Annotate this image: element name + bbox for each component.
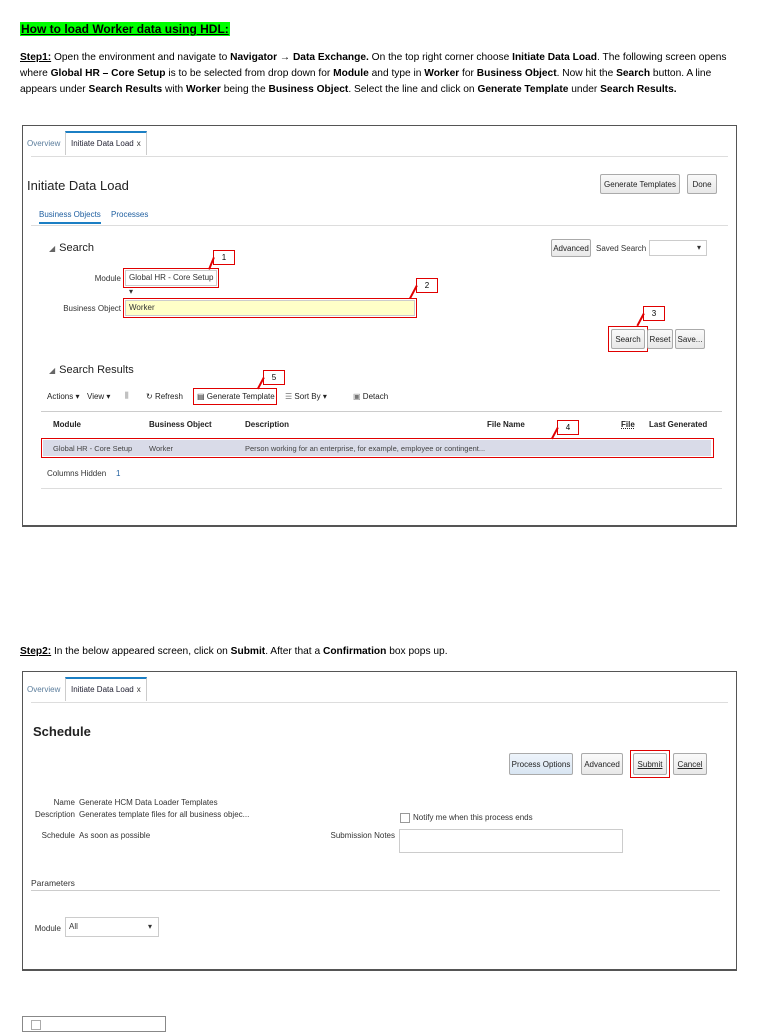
paragraph-text: and type in — [368, 68, 425, 79]
paragraph-text: button. A line appears under — [20, 68, 712, 95]
saved-search-select[interactable] — [649, 240, 707, 256]
generate-template-label: Generate Template — [206, 392, 275, 401]
business-object-label: Business Object — [63, 304, 121, 313]
callout-2: 2 — [416, 278, 438, 293]
divider — [41, 488, 722, 489]
tab-initiate-data-load[interactable] — [65, 677, 147, 701]
process-options-button[interactable]: Process Options — [509, 753, 573, 775]
divider — [41, 411, 722, 412]
columns-hidden-count[interactable]: 1 — [116, 469, 121, 478]
cancel-button[interactable]: Cancel — [673, 753, 707, 775]
columns-hidden-label: Columns Hidden — [47, 469, 107, 478]
column-header-business-object[interactable]: Business Object — [149, 420, 212, 429]
module-select-value: Global HR - Core Setup — [129, 273, 214, 282]
chevron-down-icon: ▾ — [322, 392, 327, 401]
paragraph-text: Submit — [230, 646, 266, 657]
paragraph-text: Generate Template — [477, 84, 569, 95]
tab-bar — [23, 126, 736, 156]
cell-description: Person working for an enterprise, for example, employee or contingent... — [245, 444, 485, 453]
description-value: Generates template files for all business objec... — [79, 810, 250, 819]
tab-business-objects[interactable]: Business Objects — [39, 210, 101, 224]
divider — [31, 225, 728, 226]
sort-by-label: Sort By — [294, 392, 321, 401]
sort-icon: ☰ — [285, 392, 293, 401]
divider — [22, 526, 737, 527]
broken-image-placeholder — [22, 1016, 166, 1032]
paragraph-text: . After that a — [265, 646, 323, 657]
highlight-submit-button — [630, 750, 670, 778]
paragraph-text: being the — [220, 84, 269, 95]
paragraph-text: Worker — [185, 84, 221, 95]
submit-button[interactable]: Submit — [633, 753, 667, 775]
chevron-down-icon: ▾ — [696, 243, 701, 252]
paragraph-text: Confirmation — [322, 646, 387, 657]
schedule-label: Schedule — [41, 831, 75, 840]
paragraph-text: Navigator → Data Exchange. — [230, 52, 369, 63]
divider — [22, 970, 737, 971]
column-header-description[interactable]: Description — [245, 420, 290, 429]
schedule-value: As soon as possible — [79, 831, 151, 840]
tab-label: Initiate Data Load — [71, 139, 134, 148]
paragraph-text: . The following screen opens where — [20, 52, 727, 79]
divider — [31, 156, 728, 157]
page-title: Initiate Data Load — [27, 178, 129, 193]
actions-menu[interactable]: Actions ▾ — [47, 392, 80, 401]
close-icon[interactable]: x — [136, 685, 141, 694]
paragraph-text: for — [459, 68, 477, 79]
parameters-heading: Parameters — [31, 878, 75, 888]
highlight-generate-template — [193, 388, 277, 405]
paragraph-text: box pops up. — [386, 646, 448, 657]
divider — [31, 890, 720, 891]
document-icon: ▤ — [197, 392, 205, 401]
module-select-value: All — [69, 922, 78, 931]
paragraph-text: Search Results — [88, 84, 163, 95]
tab-overview[interactable]: Overview — [27, 139, 61, 148]
screenshot-initiate-data-load — [22, 125, 737, 526]
document-title: How to load Worker data using HDL: — [21, 22, 229, 36]
paragraph-text: Global HR – Core Setup — [50, 68, 166, 79]
highlight-business-object — [123, 298, 417, 318]
business-object-input[interactable]: Worker — [125, 300, 415, 316]
paragraph-text: Worker — [424, 68, 460, 79]
description-label: Description — [34, 810, 75, 819]
search-heading-label: Search — [59, 242, 95, 254]
highlight-result-row — [41, 438, 714, 458]
step2-lead: Step2: — [20, 646, 52, 657]
refresh-button[interactable] — [146, 392, 183, 401]
step2-paragraph — [20, 644, 750, 660]
tab-bar — [23, 672, 736, 702]
image-icon — [31, 1020, 41, 1030]
detach-button[interactable] — [353, 392, 388, 401]
chevron-down-icon: ▾ — [129, 287, 134, 296]
tab-processes[interactable]: Processes — [111, 210, 149, 219]
cell-business-object: Worker — [149, 444, 174, 453]
sort-by-button[interactable] — [285, 392, 327, 401]
step1-lead: Step1: — [20, 52, 52, 63]
chevron-down-icon: ▾ — [147, 922, 152, 931]
divider — [31, 702, 728, 703]
callout-1: 1 — [213, 250, 235, 265]
search-section-heading — [49, 242, 94, 254]
step1-paragraph — [20, 50, 750, 98]
column-header-file[interactable]: File — [621, 420, 635, 429]
generate-templates-button[interactable]: Generate Templates — [600, 174, 680, 194]
search-results-label: Search Results — [59, 364, 134, 376]
page-title: Schedule — [33, 724, 91, 739]
detach-label: Detach — [362, 392, 389, 401]
column-header-module[interactable]: Module — [53, 420, 81, 429]
paragraph-text: Open the environment and navigate to — [51, 52, 231, 63]
highlight-module — [123, 268, 219, 288]
notify-label: Notify me when this process ends — [413, 813, 533, 822]
screenshot-schedule — [22, 671, 737, 970]
column-header-last-generated[interactable]: Last Generated — [649, 420, 708, 429]
search-results-heading — [49, 364, 134, 376]
done-button[interactable]: Done — [687, 174, 717, 194]
view-menu[interactable]: View ▾ — [87, 392, 111, 401]
collapse-triangle-icon[interactable]: ◢ — [49, 244, 56, 253]
highlight-search-button — [608, 326, 648, 352]
paragraph-text: Search — [616, 68, 651, 79]
paragraph-text: . Now hit the — [556, 68, 617, 79]
callout-4: 4 — [557, 420, 579, 435]
collapse-triangle-icon[interactable]: ◢ — [49, 366, 56, 375]
paragraph-text: Module — [333, 68, 369, 79]
column-header-file-name[interactable]: File Name — [487, 420, 525, 429]
notify-checkbox[interactable] — [400, 813, 410, 823]
paragraph-text: On the top right corner choose — [368, 52, 513, 63]
callout-5: 5 — [263, 370, 285, 385]
paragraph-text: Business Object — [268, 84, 349, 95]
paragraph-text: Business Object — [476, 68, 557, 79]
callout-3: 3 — [643, 306, 665, 321]
module-label: Module — [34, 924, 61, 933]
paragraph-text: with — [162, 84, 186, 95]
name-label: Name — [53, 798, 75, 807]
refresh-icon: ↻ — [146, 392, 153, 401]
paragraph-text: Search Results. — [600, 84, 677, 95]
tab-label: Initiate Data Load — [71, 685, 134, 694]
freeze-icon[interactable]: ⫼ — [125, 391, 129, 400]
advanced-button[interactable]: Advanced — [581, 753, 623, 775]
paragraph-text: under — [568, 84, 601, 95]
cell-module: Global HR - Core Setup — [53, 444, 133, 453]
submission-notes-input[interactable] — [399, 829, 623, 853]
refresh-label: Refresh — [154, 392, 183, 401]
search-button[interactable]: Search — [611, 329, 645, 349]
module-select[interactable] — [65, 917, 159, 937]
tab-initiate-data-load[interactable] — [65, 131, 147, 155]
detach-icon: ▣ — [353, 392, 361, 401]
module-label: Module — [94, 274, 121, 283]
close-icon[interactable]: x — [136, 139, 141, 148]
save-button[interactable]: Save... — [675, 329, 705, 349]
paragraph-text: Initiate Data Load — [512, 52, 598, 63]
submission-notes-label: Submission Notes — [330, 831, 395, 840]
tab-overview[interactable]: Overview — [27, 685, 61, 694]
reset-button[interactable]: Reset — [647, 329, 673, 349]
paragraph-text: . Select the line and click on — [348, 84, 478, 95]
advanced-button[interactable]: Advanced — [551, 239, 591, 257]
paragraph-text: is to be selected from drop down for — [165, 68, 334, 79]
name-value: Generate HCM Data Loader Templates — [79, 798, 218, 807]
paragraph-text: In the below appeared screen, click on — [51, 646, 231, 657]
saved-search-label: Saved Search — [596, 244, 647, 253]
